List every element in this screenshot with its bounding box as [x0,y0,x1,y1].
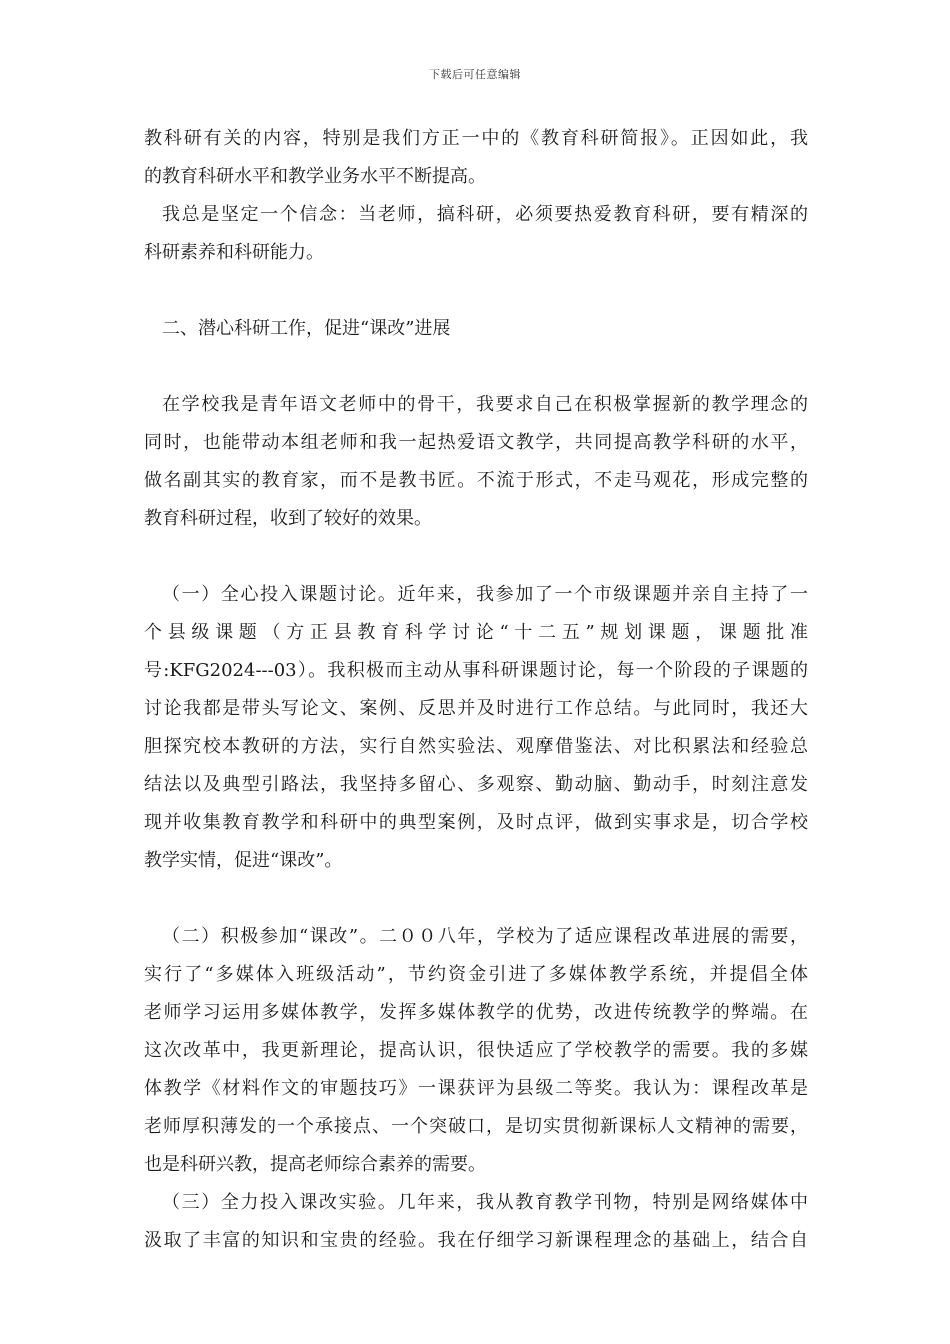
text-line: 号:KFG2024---03）。我积极而主动从事科研课题讨论，每一个阶段的子课题的 [144,660,808,681]
document-body [144,120,808,1260]
text-line: 结法以及典型引路法，我坚持多留心、多观察、勤动脑、勤动手，时刻注意发 [144,774,808,795]
text-line: 这次改革中，我更新理论，提高认识，很快适应了学校教学的需要。我的多媒 [144,1040,808,1061]
heading-text: 二、潜心科研工作，促进“课改”进展 [162,318,451,339]
text-line: 的教育科研水平和教学业务水平不断提高。 [144,166,486,187]
text-line: 科研素养和科研能力。 [144,242,324,263]
text-line: 老师学习运用多媒体教学，发挥多媒体教学的优势，改进传统教学的弊端。在 [144,1002,808,1023]
paragraph-3 [144,386,808,538]
paragraph-1 [144,120,808,196]
paragraph-4 [144,576,808,880]
text-line: 教学实情，促进“课改”。 [144,850,343,871]
text-line: 讨论我都是带头写论文、案例、反思并及时进行工作总结。与此同时，我还大 [144,698,808,719]
text-line: 做名副其实的教育家，而不是教书匠。不流于形式，不走马观花，形成完整的 [144,470,808,491]
text-line: （三）全力投入课改实验。几年来，我从教育教学刊物，特别是网络媒体中 [162,1192,808,1213]
text-line: 体教学《材料作文的审题技巧》一课获评为县级二等奖。我认为：课程改革是 [144,1078,808,1099]
text-line: 现并收集教育教学和科研中的典型案例，及时点评，做到实事求是，切合学校 [144,812,808,833]
text-line: 个县级课题（方正县教育科学讨论“十二五”规划课题，课题批准 [144,622,808,643]
text-line: 同时，也能带动本组老师和我一起热爱语文教学，共同提高教学科研的水平， [144,432,808,453]
text-line: （一）全心投入课题讨论。近年来，我参加了一个市级课题并亲自主持了一 [162,584,808,605]
text-line: 实行了“多媒体入班级活动”，节约资金引进了多媒体教学系统，并提倡全体 [144,964,808,985]
text-line: 教科研有关的内容，特别是我们方正一中的《教育科研简报》。正因如此，我 [144,128,808,149]
text-line: 胆探究校本教研的方法，实行自然实验法、观摩借鉴法、对比积累法和经验总 [144,736,808,757]
text-line: 老师厚积薄发的一个承接点、一个突破口，是切实贯彻新课标人文精神的需要， [144,1116,808,1137]
text-line: 我总是坚定一个信念：当老师，搞科研，必须要热爱教育科研，要有精深的 [162,204,808,225]
page-header-note: 下载后可任意编辑 [429,68,521,81]
text-line: （二）积极参加“课改”。二００八年，学校为了适应课程改革进展的需要， [162,926,808,947]
text-line: 教育科研过程，收到了较好的效果。 [144,508,432,529]
paragraph-5 [144,918,808,1184]
text-line: 汲取了丰富的知识和宝贵的经验。我在仔细学习新课程理念的基础上，结合自 [144,1230,808,1251]
paragraph-6 [144,1184,808,1260]
text-line: 也是科研兴教，提高老师综合素养的需要。 [144,1154,486,1175]
text-line: 在学校我是青年语文老师中的骨干，我要求自己在积极掌握新的教学理念的 [162,394,808,415]
section-heading [144,310,808,348]
paragraph-2 [144,196,808,272]
